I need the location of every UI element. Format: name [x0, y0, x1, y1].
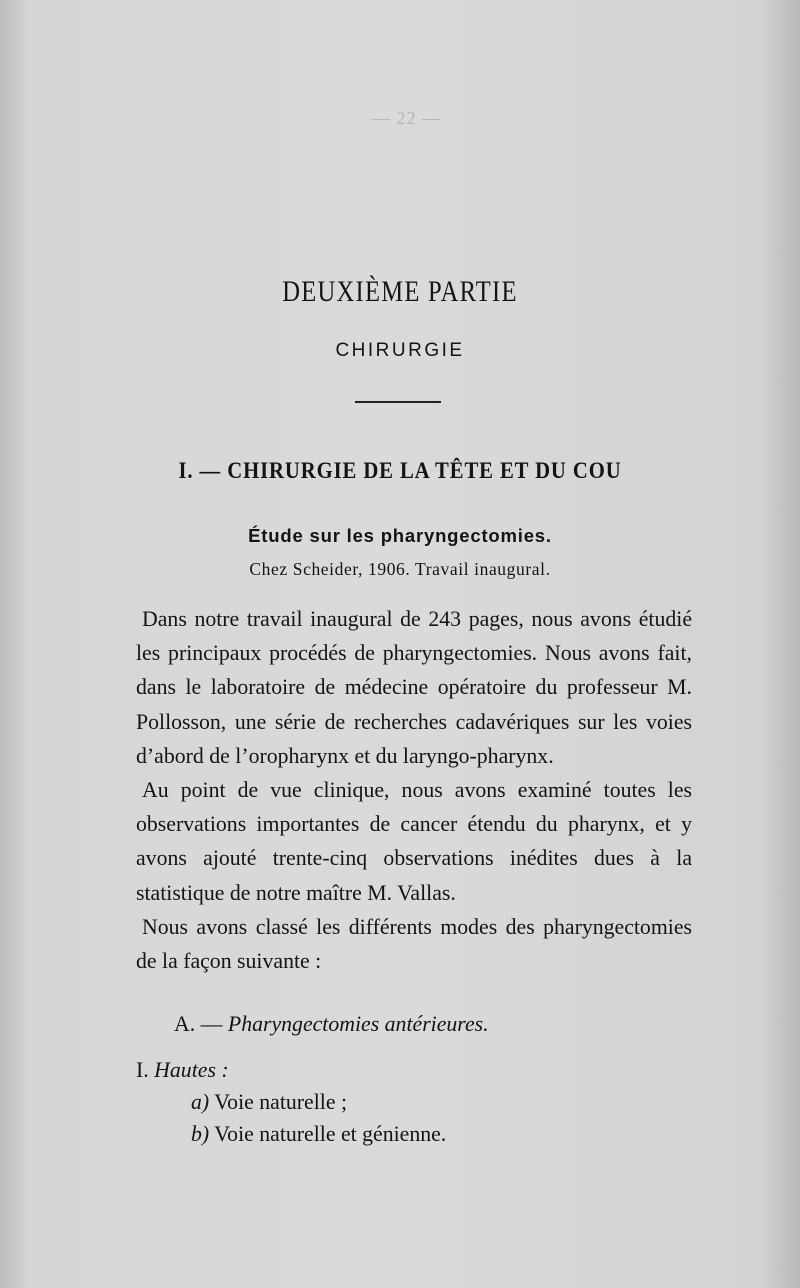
section-heading: I. — CHIRURGIE DE LA TÊTE ET DU COU — [178, 458, 622, 483]
section-divider — [355, 401, 441, 403]
list-item-marker: a) — [191, 1090, 210, 1114]
paragraph-1: Dans notre travail inaugural de 243 pages, nous avons étudié les principaux procédés de pharyngectomies. Nous avons fait, dans le laboratoire de médecine opératoire du professeur M. Pollosson, une série de recherches cadavériques sur les voies d’abord de l’oropharynx et du laryngo-pharynx. — [136, 607, 692, 768]
classification-title: Pharyngectomies antérieures. — [227, 1012, 489, 1036]
page-number: — 22 — — [372, 108, 441, 128]
subheading-number: I. — [136, 1058, 149, 1082]
article-title: Étude sur les pharyngectomies. — [248, 525, 552, 546]
paragraph-2: Au point de vue clinique, nous avons examiné toutes les observations importantes de cancer étendu du pharynx, et y avons ajouté trente-cinq observations inédites dues à la statistique de notre maître M. Vallas. — [136, 778, 692, 905]
list-item-marker: b) — [191, 1122, 210, 1146]
list-item-text: Voie naturelle ; — [214, 1090, 347, 1114]
classification-letter: A. — — [174, 1012, 223, 1036]
list-item-text: Voie naturelle et génienne. — [214, 1122, 447, 1146]
paragraph-3: Nous avons classé les différents modes des pharyngectomies de la façon suivante : — [136, 914, 692, 974]
part-title: DEUXIÈME PARTIE — [282, 275, 518, 308]
list-item — [191, 1122, 751, 1147]
list-item — [191, 1090, 751, 1115]
part-subtitle: CHIRURGIE — [335, 340, 465, 361]
subheading-label: Hautes : — [154, 1058, 229, 1082]
body-text — [136, 602, 692, 978]
article-byline: Chez Scheider, 1906. Travail inaugural. — [249, 559, 551, 579]
classification-heading — [174, 1012, 734, 1037]
classification-subheading — [136, 1058, 696, 1083]
